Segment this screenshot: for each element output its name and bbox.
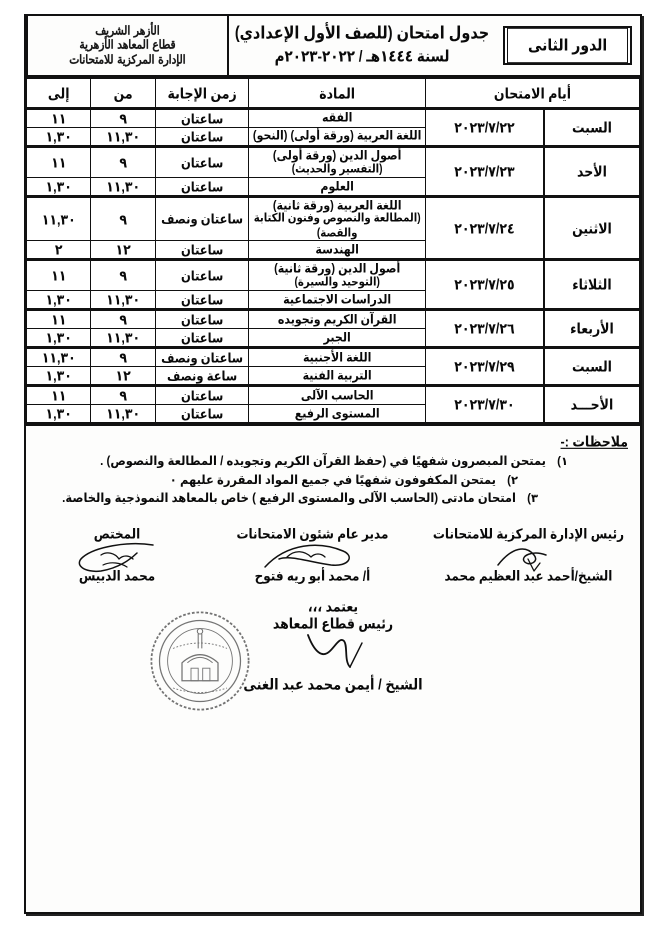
exam-subject: اللغة العربية (ورقة أولى) (النحو)	[249, 128, 426, 147]
notes-section	[26, 423, 640, 513]
table-header-row	[27, 79, 640, 109]
exam-duration: ساعتان ونصف	[155, 348, 249, 367]
exam-subject: الهندسة	[249, 241, 426, 260]
exam-day: الاثنين	[544, 197, 640, 260]
note-item	[38, 454, 628, 471]
exam-duration: ساعتان	[155, 329, 249, 348]
exam-end-time: ١,٣٠	[27, 291, 91, 310]
page-subtitle: لسنة ١٤٤٤هـ / ٢٠٢٢-٢٠٢٣م	[274, 47, 450, 65]
exam-end-time: ١١,٣٠	[27, 348, 91, 367]
exam-date: ٢٠٢٣/٧/٢٤	[425, 197, 543, 260]
exam-subject: القرآن الكريم وتجويده	[249, 310, 426, 329]
note-index: ١)	[557, 456, 568, 469]
approval-section	[26, 599, 640, 719]
note-text: يمتحن المبصرون شفهيًا في (حفظ القرآن الكريم وتجويده / المطالعة والنصوص) .	[100, 455, 546, 469]
org-line-3: الإدارة المركزية للامتحانات	[69, 52, 186, 67]
exam-start-time: ١١,٣٠	[91, 329, 155, 348]
exam-duration: ساعتان	[155, 147, 249, 178]
page-title: جدول امتحان (للصف الأول الإعدادي)	[234, 24, 490, 44]
column-header-from: من	[91, 79, 155, 109]
signature-block-exams-director	[236, 527, 388, 583]
exam-duration: ساعة ونصف	[155, 367, 249, 386]
exam-day: الأحد	[544, 147, 640, 197]
exam-subject: اللغة العربية (ورقة ثانية) (المطالعة والنصوص وفنون الكتابة والقصة)	[249, 197, 426, 241]
exam-start-time: ١١,٣٠	[91, 405, 155, 423]
column-header-subject: المادة	[249, 79, 426, 109]
table-row	[27, 147, 640, 178]
exam-subject: التربية الفنية	[249, 367, 426, 386]
exam-start-time: ١١,٣٠	[91, 128, 155, 147]
exam-start-time: ٩	[91, 386, 155, 405]
exam-duration: ساعتان	[155, 260, 249, 291]
exam-start-time: ٩	[91, 310, 155, 329]
exam-end-time: ١,٣٠	[27, 329, 91, 348]
official-stamp-icon	[146, 607, 254, 715]
org-line-2: قطاع المعاهد الأزهرية	[79, 38, 176, 52]
exam-end-time: ١١	[27, 386, 91, 405]
exam-subject: أصول الدين (ورقة ثانية) (التوحيد والسيرة)	[249, 260, 426, 291]
exam-end-time: ١١	[27, 310, 91, 329]
note-index: ٢)	[507, 474, 518, 487]
exam-duration: ساعتان	[155, 386, 249, 405]
table-row	[27, 348, 640, 367]
table-body	[27, 109, 640, 423]
exam-date: ٢٠٢٣/٧/٢٦	[425, 310, 543, 348]
exam-day: السبت	[544, 348, 640, 386]
note-text: امتحان مادتى (الحاسب الآلى والمستوى الرفيع ) خاص بالمعاهد النموذجية والخاصة.	[62, 492, 516, 506]
exam-end-time: ١,٣٠	[27, 128, 91, 147]
exam-date: ٢٠٢٣/٧/٣٠	[425, 386, 543, 423]
exam-subject: الجبر	[249, 329, 426, 348]
signature-block-specialist	[42, 527, 192, 583]
column-header-duration: زمن الإجابة	[155, 79, 249, 109]
signatory-role: المختص	[93, 526, 141, 543]
exam-start-time: ٩	[91, 197, 155, 241]
exam-schedule-table	[26, 78, 640, 423]
document-header	[26, 16, 640, 78]
approver-name: الشيخ / أيمن محمد عبد الغنى	[243, 676, 423, 694]
exam-subject: أصول الدين (ورقة أولى) (التفسير والحديث)	[249, 147, 426, 178]
exam-duration: ساعتان	[155, 291, 249, 310]
exam-date: ٢٠٢٣/٧/٢٢	[425, 109, 543, 147]
note-item	[38, 473, 628, 490]
exam-duration: ساعتان	[155, 405, 249, 423]
note-text: يمتحن المكفوفون شفهيًا في جميع المواد المقررة عليهم ٠	[169, 474, 496, 488]
column-header-day: أيام الامتحان	[425, 79, 639, 109]
exam-end-time: ١١	[27, 260, 91, 291]
exam-subject: الدراسات الاجتماعية	[249, 291, 426, 310]
exam-day: السبت	[544, 109, 640, 147]
exam-end-time: ١١,٣٠	[27, 197, 91, 241]
document-title-block	[227, 16, 495, 75]
exam-subject: الفقه	[249, 109, 426, 128]
exam-day: الأحـــد	[544, 386, 640, 423]
exam-start-time: ٩	[91, 348, 155, 367]
exam-end-time: ١,٣٠	[27, 367, 91, 386]
exam-duration: ساعتان	[155, 109, 249, 128]
exam-end-time: ١,٣٠	[27, 178, 91, 197]
exam-duration: ساعتان	[155, 241, 249, 260]
exam-duration: ساعتان	[155, 178, 249, 197]
exam-duration: ساعتان	[155, 128, 249, 147]
exam-duration: ساعتان ونصف	[155, 197, 249, 241]
signature-block-central-admin	[433, 527, 624, 583]
signatory-name: محمد الدبيس	[78, 568, 156, 585]
organization-header	[26, 16, 227, 75]
exam-date: ٢٠٢٣/٧/٢٩	[425, 348, 543, 386]
exam-day: الأربعاء	[544, 310, 640, 348]
table-row	[27, 197, 640, 241]
exam-start-time: ١٢	[91, 241, 155, 260]
exam-start-time: ٩	[91, 109, 155, 128]
exam-subject: اللغة الأجنبية	[249, 348, 426, 367]
note-index: ٣)	[527, 492, 538, 505]
table-row	[27, 109, 640, 128]
document-page	[24, 14, 642, 914]
exam-duration: ساعتان	[155, 310, 249, 329]
table-row	[27, 386, 640, 405]
exam-start-time: ٩	[91, 147, 155, 178]
table-row	[27, 260, 640, 291]
exam-day: الثلاثاء	[544, 260, 640, 310]
approval-role: رئيس قطاع المعاهد	[272, 616, 394, 633]
notes-title: ملاحظات :-	[560, 434, 628, 451]
signature-row	[26, 513, 640, 583]
signatory-name: الشيخ/أحمد عبد العظيم محمد	[444, 568, 613, 585]
signatory-role: رئيس الإدارة المركزية للامتحانات	[432, 526, 624, 543]
exam-round-box	[503, 26, 632, 65]
exam-subject: الحاسب الآلى	[249, 386, 426, 405]
exam-round-label: الدور الثانى	[507, 28, 628, 64]
exam-start-time: ١١,٣٠	[91, 178, 155, 197]
exam-end-time: ١,٣٠	[27, 405, 91, 423]
org-line-1: الأزهر الشريف	[95, 24, 160, 38]
exam-subject: المستوى الرفيع	[249, 405, 426, 423]
exam-start-time: ٩	[91, 260, 155, 291]
exam-subject: العلوم	[249, 178, 426, 197]
signatory-name: أ/ محمد أبو ريه فتوح	[254, 568, 371, 585]
note-item	[38, 491, 628, 508]
exam-round-block	[495, 16, 640, 75]
approval-label: يعتمد ،،،	[307, 599, 359, 616]
exam-end-time: ١١	[27, 147, 91, 178]
column-header-to: إلى	[27, 79, 91, 109]
signatory-role: مدير عام شئون الامتحانات	[236, 526, 389, 543]
handwritten-signature-icon	[288, 629, 378, 677]
exam-date: ٢٠٢٣/٧/٢٣	[425, 147, 543, 197]
exam-start-time: ١١,٣٠	[91, 291, 155, 310]
exam-end-time: ١١	[27, 109, 91, 128]
exam-start-time: ١٢	[91, 367, 155, 386]
exam-date: ٢٠٢٣/٧/٢٥	[425, 260, 543, 310]
table-row	[27, 310, 640, 329]
exam-end-time: ٢	[27, 241, 91, 260]
